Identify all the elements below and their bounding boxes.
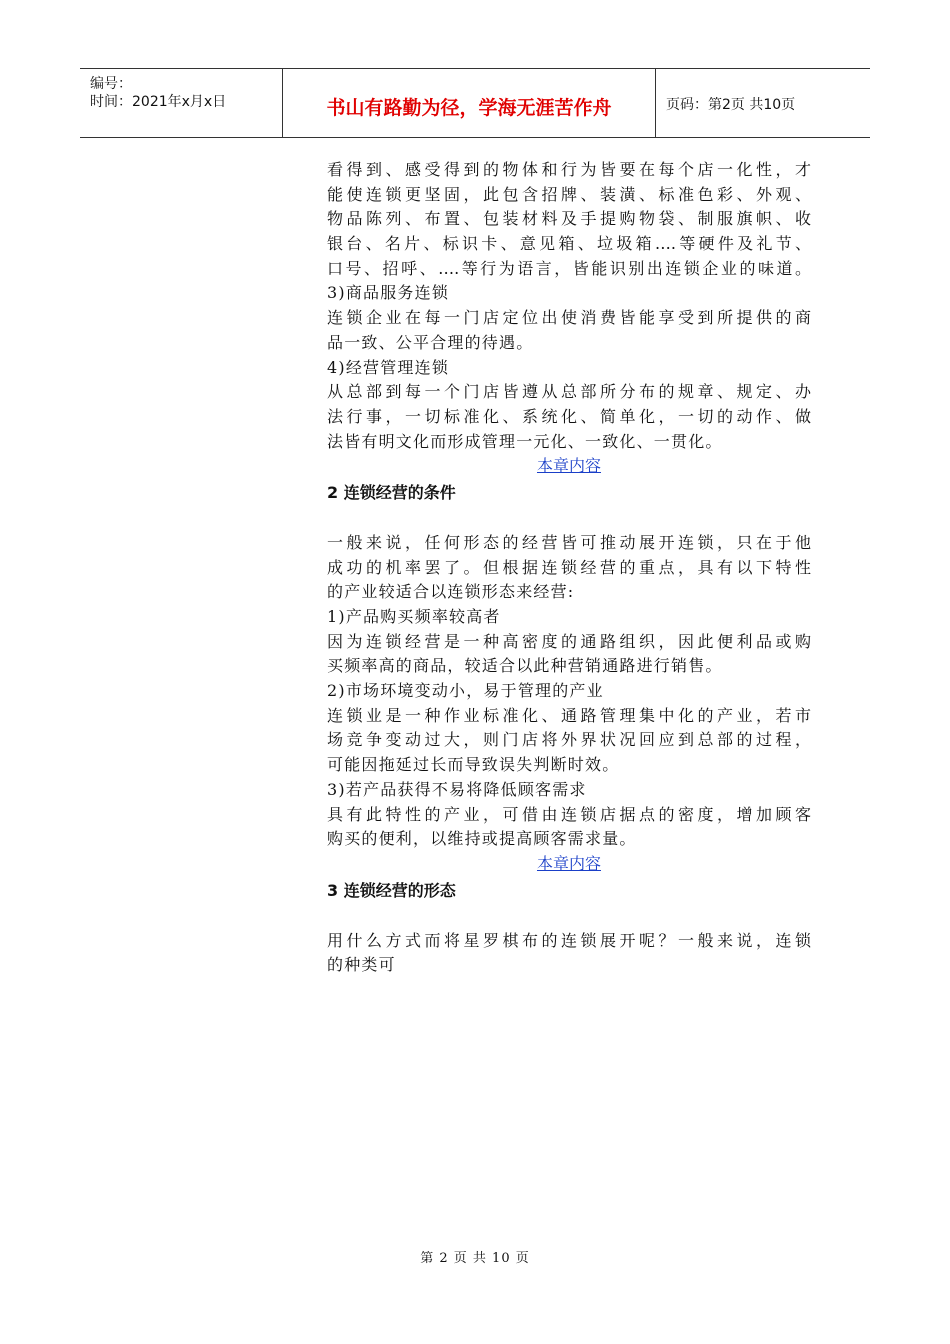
- header-motto: 书山有路勤为径，学海无涯苦作舟: [326, 97, 612, 119]
- paragraph-line: 买频率高的商品，较适合以此种营销通路进行销售。: [327, 656, 723, 676]
- paragraph-line: 用什么方式而将星罗棋布的连锁展开呢？一般来说，连锁: [327, 930, 811, 950]
- header-meta-cell: [80, 69, 282, 137]
- paragraph-line: 连锁业是一种作业标准化、通路管理集中化的产业，若市: [327, 705, 811, 725]
- section-3-body: [327, 929, 811, 978]
- subheading-line: 3)若产品获得不易将降低顾客需求: [327, 779, 587, 799]
- subheading-line: 2)市场环境变动小，易于管理的产业: [327, 681, 604, 701]
- header-motto-cell: [282, 69, 656, 137]
- paragraph-line: 成功的机率罢了。但根据连锁经营的重点，具有以下特性: [327, 557, 811, 577]
- subheading-line: 1)产品购买频率较高者: [327, 607, 501, 626]
- paragraph-line: 购买的便利，以维持或提高顾客需求量。: [327, 829, 637, 849]
- paragraph-line: 的种类可: [327, 955, 396, 975]
- document-number-label: 编号：: [90, 76, 132, 92]
- paragraph-line: 一般来说，任何形态的经营皆可推动展开连锁，只在于他: [327, 532, 811, 552]
- paragraph-line: 物品陈列、布置、包装材料及手提购物袋、制服旗帜、收: [327, 209, 811, 229]
- subheading-line: 3)商品服务连锁: [327, 283, 450, 303]
- paragraph-line: 场竞争变动过大，则门店将外界状况回应到总部的过程，: [327, 730, 811, 750]
- section-2-body: [327, 531, 811, 877]
- paragraph-line: 连锁企业在每一门店定位出使消费皆能享受到所提供的商: [327, 308, 811, 328]
- paragraph-line: 因为连锁经营是一种高密度的通路组织，因此便利品或购: [327, 631, 811, 651]
- chapter-contents-link[interactable]: 本章内容: [536, 853, 601, 873]
- header-page-cell: [656, 69, 870, 137]
- header-page-info: 页码：第2页 共10页: [666, 97, 796, 113]
- paragraph-line: 看得到、感受得到的物体和行为皆要在每个店一化性，才: [327, 160, 811, 179]
- subheading-line: 4)经营管理连锁: [327, 357, 450, 377]
- paragraph-line: 具有此特性的产业，可借由连锁店据点的密度，增加顾客: [327, 804, 811, 824]
- paragraph-line: 口号、招呼、….等行为语言，皆能识别出连锁企业的味道。: [327, 258, 811, 278]
- paragraph-line: 法行事，一切标准化、系统化、简单化，一切的动作、做: [327, 406, 811, 426]
- header-table: [80, 68, 870, 138]
- document-body: [327, 158, 811, 978]
- paragraph-line: 品一致、公平合理的待遇。: [327, 332, 534, 352]
- paragraph-line: 从总部到每一个门店皆遵从总部所分布的规章、规定、办: [327, 382, 811, 402]
- document-time-label: 时间：2021年x月x日: [90, 94, 227, 110]
- page-footer: 第 2 页 共 10 页: [420, 1251, 530, 1266]
- section-3-heading: 3 连锁经营的形态: [327, 880, 456, 900]
- section-1-continued: [327, 158, 811, 479]
- paragraph-line: 的产业较适合以连锁形态来经营:: [327, 582, 575, 602]
- paragraph-line: 能使连锁更坚固，此包含招牌、装潢、标准色彩、外观、: [327, 184, 811, 204]
- chapter-contents-link[interactable]: 本章内容: [536, 456, 601, 476]
- section-2-heading: 2 连锁经营的条件: [327, 482, 456, 502]
- paragraph-line: 可能因拖延过长而导致误失判断时效。: [327, 755, 620, 775]
- paragraph-line: 法皆有明文化而形成管理一元化、一致化、一贯化。: [327, 431, 723, 451]
- paragraph-line: 银台、名片、标识卡、意见箱、垃圾箱….等硬件及礼节、: [327, 234, 811, 254]
